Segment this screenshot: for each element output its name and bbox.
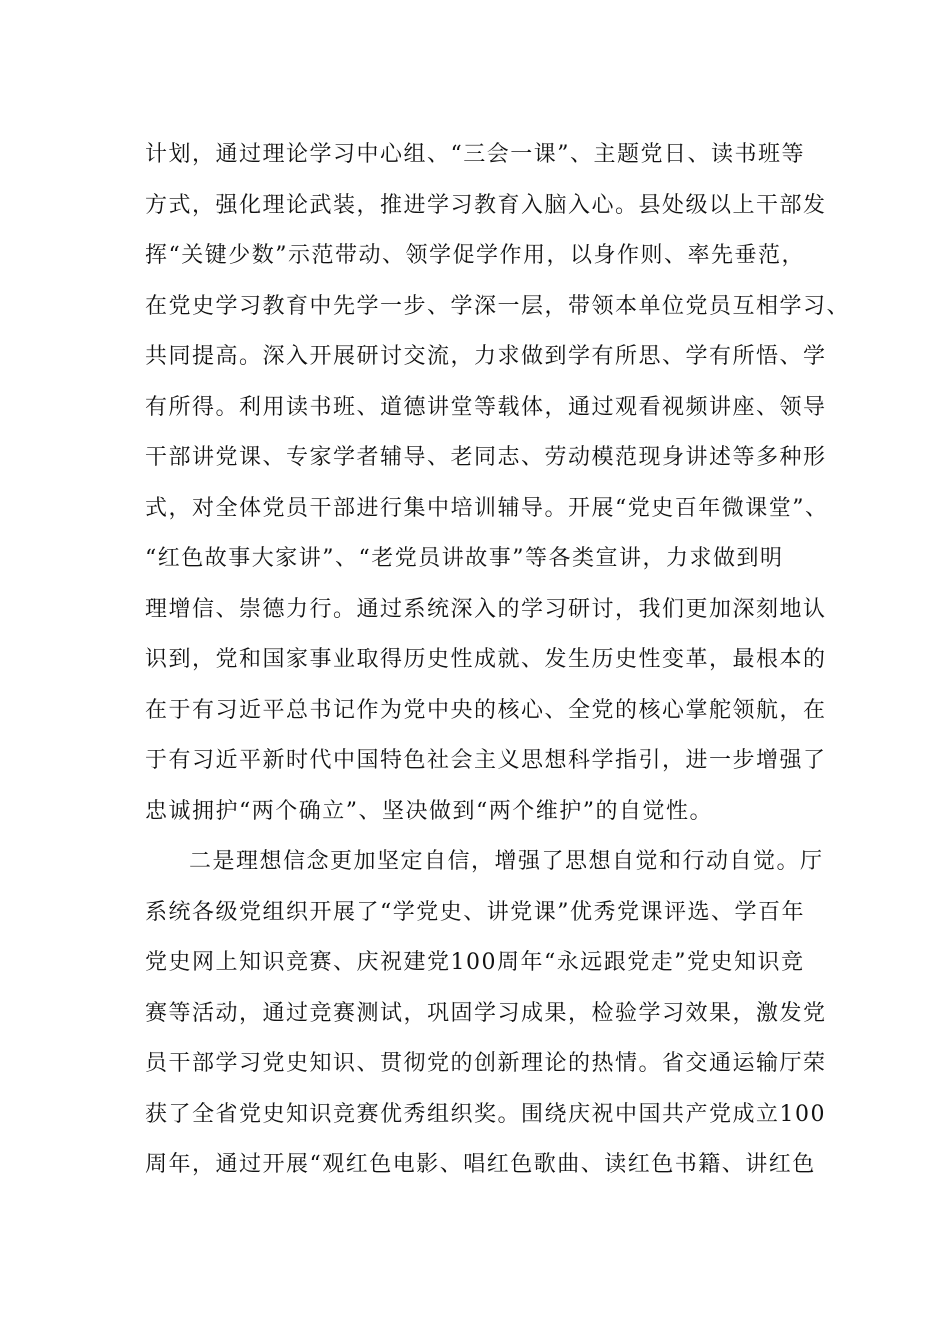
text-line: 赛等活动，通过竞赛测试，巩固学习成果，检验学习效果，激发党 [145, 1000, 827, 1026]
body-text [145, 130, 851, 1191]
text-line: 识到，党和国家事业取得历史性成就、发生历史性变革，最根本的 [145, 647, 827, 672]
text-line: 理增信、崇德力行。通过系统深入的学习研讨，我们更加深刻地认 [145, 596, 827, 622]
text-line: 式，对全体党员干部进行集中培训辅导。开展“党史百年微课堂”、 [145, 495, 829, 521]
paragraph-start-line: 二是理想信念更加坚定自信，增强了思想自觉和行动自觉。厅 [189, 849, 824, 874]
text-line: 计划，通过理论学习中心组、“三会一课”、主题党日、读书班等 [145, 142, 805, 167]
text-line: 方式，强化理论武装，推进学习教育入脑入心。县处级以上干部发 [145, 192, 827, 218]
text-line: “红色故事大家讲”、“老党员讲故事”等各类宣讲，力求做到明 [145, 546, 784, 571]
text-line: 系统各级党组织开展了“学党史、讲党课”优秀党课评选、学百年 [145, 899, 805, 925]
text-line: 共同提高。深入开展研讨交流，力求做到学有所思、学有所悟、学 [145, 344, 827, 369]
text-line: 党史网上知识竞赛、庆祝建党100周年“永远跟党走”党史知识竞 [145, 950, 805, 975]
text-line: 在于有习近平总书记作为党中央的核心、全党的核心掌舵领航，在 [145, 697, 827, 723]
text-line: 忠诚拥护“两个确立”、坚决做到“两个维护”的自觉性。 [145, 798, 713, 824]
text-line: 有所得。利用读书班、道德讲堂等载体，通过观看视频讲座、领导 [145, 394, 827, 420]
text-line: 于有习近平新时代中国特色社会主义思想科学指引，进一步增强了 [145, 748, 827, 773]
text-line: 在党史学习教育中先学一步、学深一层，带领本单位党员互相学习、 [145, 293, 851, 319]
text-line: 干部讲党课、专家学者辅导、老同志、劳动模范现身讲述等多种形 [145, 445, 827, 470]
text-line: 获了全省党史知识竞赛优秀组织奖。围绕庆祝中国共产党成立100 [145, 1101, 826, 1127]
text-line: 员干部学习党史知识、贯彻党的创新理论的热情。省交通运输厅荣 [145, 1051, 827, 1076]
text-line: 挥“关键少数”示范带动、领学促学作用，以身作则、率先垂范， [145, 243, 805, 268]
text-line: 周年，通过开展“观红色电影、唱红色歌曲、读红色书籍、讲红色 [145, 1152, 816, 1177]
